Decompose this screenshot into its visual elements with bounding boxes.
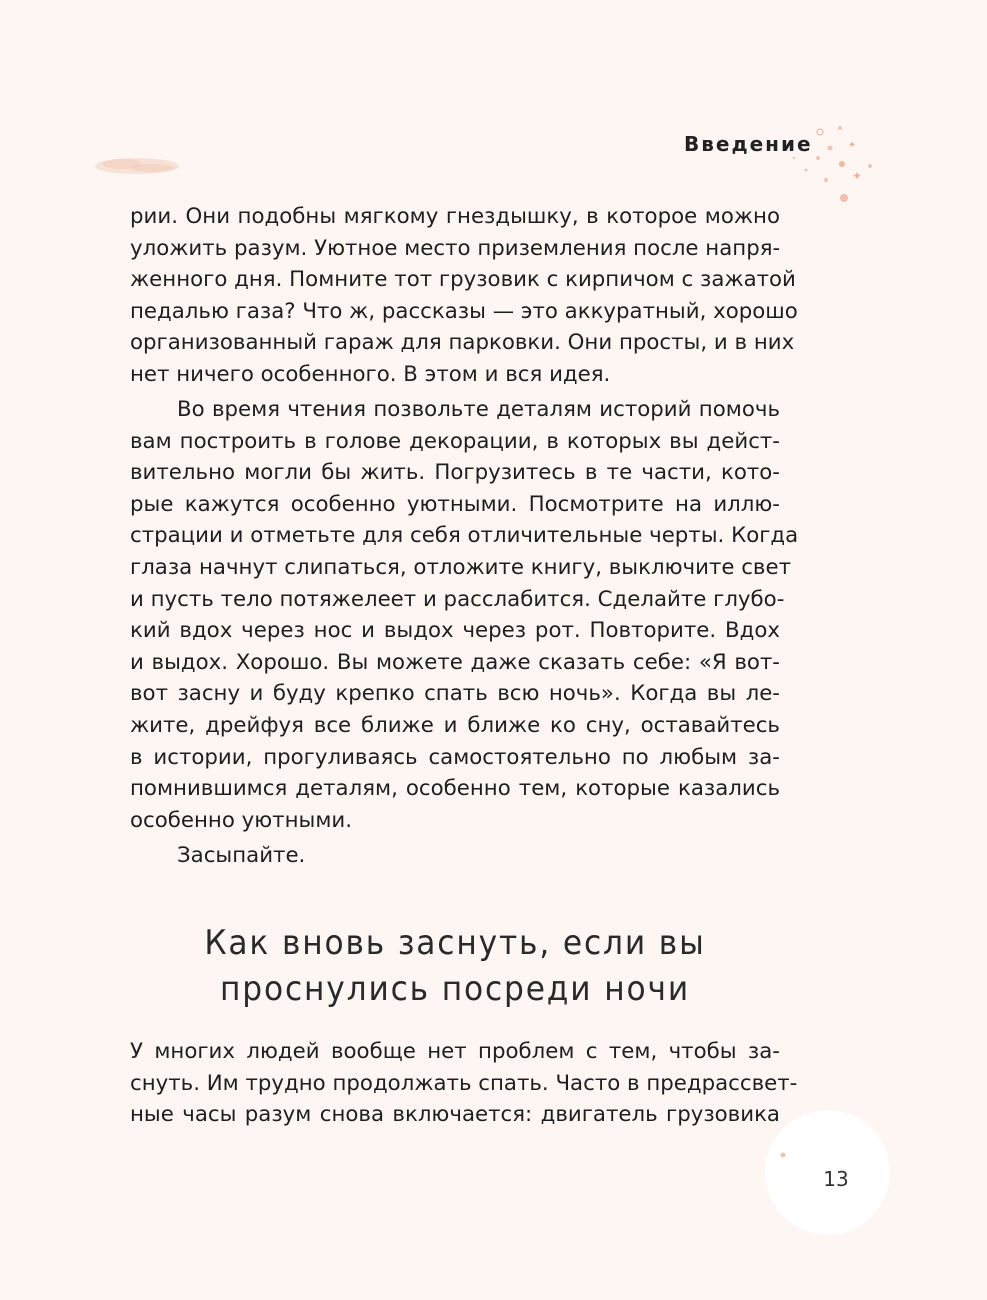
text-line: и пусть тело потяжелеет и расслабится. Сделайте глубо- <box>130 586 785 612</box>
text-line: У многих людей вообще нет проблем с тем, чтобы за- <box>130 1039 780 1064</box>
text-line: глаза начнут слипаться, отложите книгу, выключите свет <box>130 554 791 580</box>
text-line: кий вдох через нос и выдох через рот. Повторите. Вдох <box>130 618 780 644</box>
brush-stroke-decoration <box>92 152 182 180</box>
paragraph-reading-instructions <box>130 394 799 836</box>
text-line: Засыпайте. <box>177 843 306 868</box>
paragraph-continued <box>130 201 798 391</box>
stars-decoration-icon <box>780 118 890 228</box>
text-line: особенно уютными. <box>130 807 353 833</box>
text-line: ные часы разум снова включается: двигатель грузовика <box>130 1102 780 1128</box>
text-line: жите, дрейфуя все ближе и ближе ко сну, оставайтесь <box>130 712 780 738</box>
text-line: педалью газа? Что ж, рассказы — это аккуратный, хорошо <box>130 298 798 324</box>
text-line: вительно могли бы жить. Погрузитесь в те части, кото- <box>130 460 780 486</box>
svg-text:✦: ✦ <box>852 169 863 183</box>
paragraph-waking-at-night <box>130 1036 798 1131</box>
text-line: Во время чтения позвольте деталям историй помочь <box>177 397 780 422</box>
text-line: рые кажутся особенно уютными. Посмотрите на иллю- <box>130 491 780 517</box>
page-number: 13 <box>823 1167 849 1191</box>
text-line: рии. Они подобны мягкому гнездышку, в которое можно <box>130 204 780 229</box>
svg-text:✦: ✦ <box>848 140 857 151</box>
text-line: женного дня. Помните тот грузовик с кирпичом с зажатой <box>130 267 796 293</box>
text-line: в истории, прогуливаясь самостоятельно по любым за- <box>130 744 780 770</box>
text-line: уложить разум. Уютное место приземления после напря- <box>130 235 781 261</box>
paragraph-fall-asleep <box>130 840 780 872</box>
text-line: организованный гараж для парковки. Они просты, и в них <box>130 330 795 356</box>
text-line: вам построить в голове декорации, в которых вы дейст- <box>130 428 780 454</box>
small-star-icon <box>776 1148 790 1162</box>
text-line: вот засну и буду крепко спать всю ночь». Когда вы ле- <box>130 681 780 707</box>
text-line: и выдох. Хорошо. Вы можете даже сказать себе: «Я вот- <box>130 649 780 675</box>
section-heading-line: Как вновь заснуть, если вы <box>204 923 706 963</box>
section-heading <box>156 920 754 1012</box>
text-line: нет ничего особенного. В этом и вся идея. <box>130 361 611 387</box>
text-line: страции и отметьте для себя отличительные черты. Когда <box>130 523 799 549</box>
text-line: помнившимся деталям, особенно тем, которые казались <box>130 776 780 802</box>
running-header-section-title: Введение <box>684 132 813 156</box>
section-heading-line: проснулись посреди ночи <box>219 969 691 1009</box>
text-line: снуть. Им трудно продолжать спать. Часто в предрассвет- <box>130 1070 798 1096</box>
